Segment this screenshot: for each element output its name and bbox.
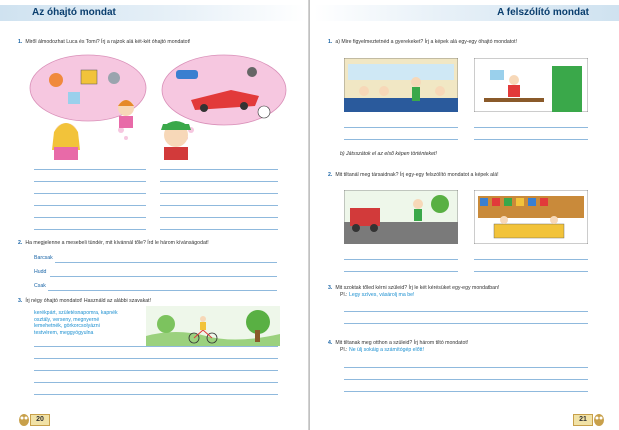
left-q3 bbox=[18, 298, 298, 305]
word-list bbox=[34, 310, 144, 336]
right-q1-text-a: a) Mire figyelmeztetnéd a gyerekeket? Írj a képek alá egy-egy óhajtó mondatot! bbox=[335, 39, 517, 45]
owl-icon bbox=[593, 412, 605, 426]
bus-illustration bbox=[344, 58, 458, 112]
left-page bbox=[0, 0, 309, 430]
right-q3-text: Mit szoktak tőled kérni szüleid? Írj le két kérésüket egy-egy mondatban! bbox=[335, 285, 500, 291]
left-q1-number: 1. bbox=[18, 39, 23, 45]
right-q4-example-row bbox=[340, 347, 600, 354]
right-q2-number: 2. bbox=[328, 172, 333, 178]
dream-illustration bbox=[26, 50, 288, 160]
right-page bbox=[310, 0, 619, 430]
left-q1 bbox=[18, 39, 298, 46]
left-q3-number: 3. bbox=[18, 298, 23, 304]
left-q2 bbox=[18, 240, 298, 247]
right-q4-example: Ne ülj sokáig a számítógép előtt! bbox=[348, 347, 424, 353]
right-q3 bbox=[328, 285, 608, 292]
wish-label-3: Csak bbox=[34, 283, 46, 289]
right-q1-number: 1. bbox=[328, 39, 333, 45]
door-illustration bbox=[474, 58, 588, 112]
right-q3-example-row bbox=[340, 292, 600, 299]
right-page-header: A felszólító mondat bbox=[314, 5, 619, 21]
cyclist-illustration bbox=[146, 306, 280, 346]
word-list-item: osztály, verseny, megnyerné bbox=[34, 316, 100, 323]
right-q3-example-prefix: Pl.: bbox=[340, 292, 348, 298]
right-q1-text-b: b) Játsszátok el az első képen történteket! bbox=[340, 151, 437, 157]
wish-line-3[interactable] bbox=[48, 290, 277, 291]
left-q1-text: Miről álmodozhat Luca és Tomi? Írj a rajzok alá két-két óhajtó mondatot! bbox=[25, 39, 191, 45]
left-q2-number: 2. bbox=[18, 240, 23, 246]
word-list-item: kerékpárt, születésnapomra, kapnék bbox=[34, 310, 118, 316]
right-q3-example: Legy szíves, vásárolj ma be! bbox=[348, 292, 415, 298]
right-q3-number: 3. bbox=[328, 285, 333, 291]
right-q4-number: 4. bbox=[328, 340, 333, 346]
left-page-header: Az óhajtó mondat bbox=[0, 5, 305, 21]
wish-line-1[interactable] bbox=[55, 262, 277, 263]
wish-label-1: Barcsak bbox=[34, 255, 53, 261]
page-number-right: 21 bbox=[573, 414, 593, 426]
street-illustration bbox=[344, 190, 458, 244]
right-q4-example-prefix: Pl.: bbox=[340, 347, 348, 353]
page-number-left: 20 bbox=[30, 414, 50, 426]
library-illustration bbox=[474, 190, 588, 244]
left-q3-text: Írj négy óhajtó mondatot! Használd az alábbi szavakat! bbox=[25, 298, 152, 304]
wish-label-2: Hudd bbox=[34, 269, 47, 275]
owl-icon bbox=[18, 412, 30, 426]
wish-line-2[interactable] bbox=[50, 276, 277, 277]
right-q4 bbox=[328, 340, 608, 347]
right-q1 bbox=[328, 39, 608, 46]
right-q2-text: Mit tiltanál meg társaidnak? Írj egy-egy felszólító mondatot a képek alá! bbox=[335, 172, 499, 178]
right-q2 bbox=[328, 172, 608, 179]
right-q4-text: Mit tiltanak meg otthon a szüleid? Írj három tiltó mondatot! bbox=[335, 340, 469, 346]
word-list-item: testvérem, meggyógyulna bbox=[34, 329, 94, 336]
word-list-item: lemehetnék, görkorcsolyázni bbox=[34, 323, 100, 329]
left-q2-text: Ha megjelenne a mesebeli tündér, mit kívánnál tőle? Írd le három kívánságodat! bbox=[25, 240, 209, 246]
